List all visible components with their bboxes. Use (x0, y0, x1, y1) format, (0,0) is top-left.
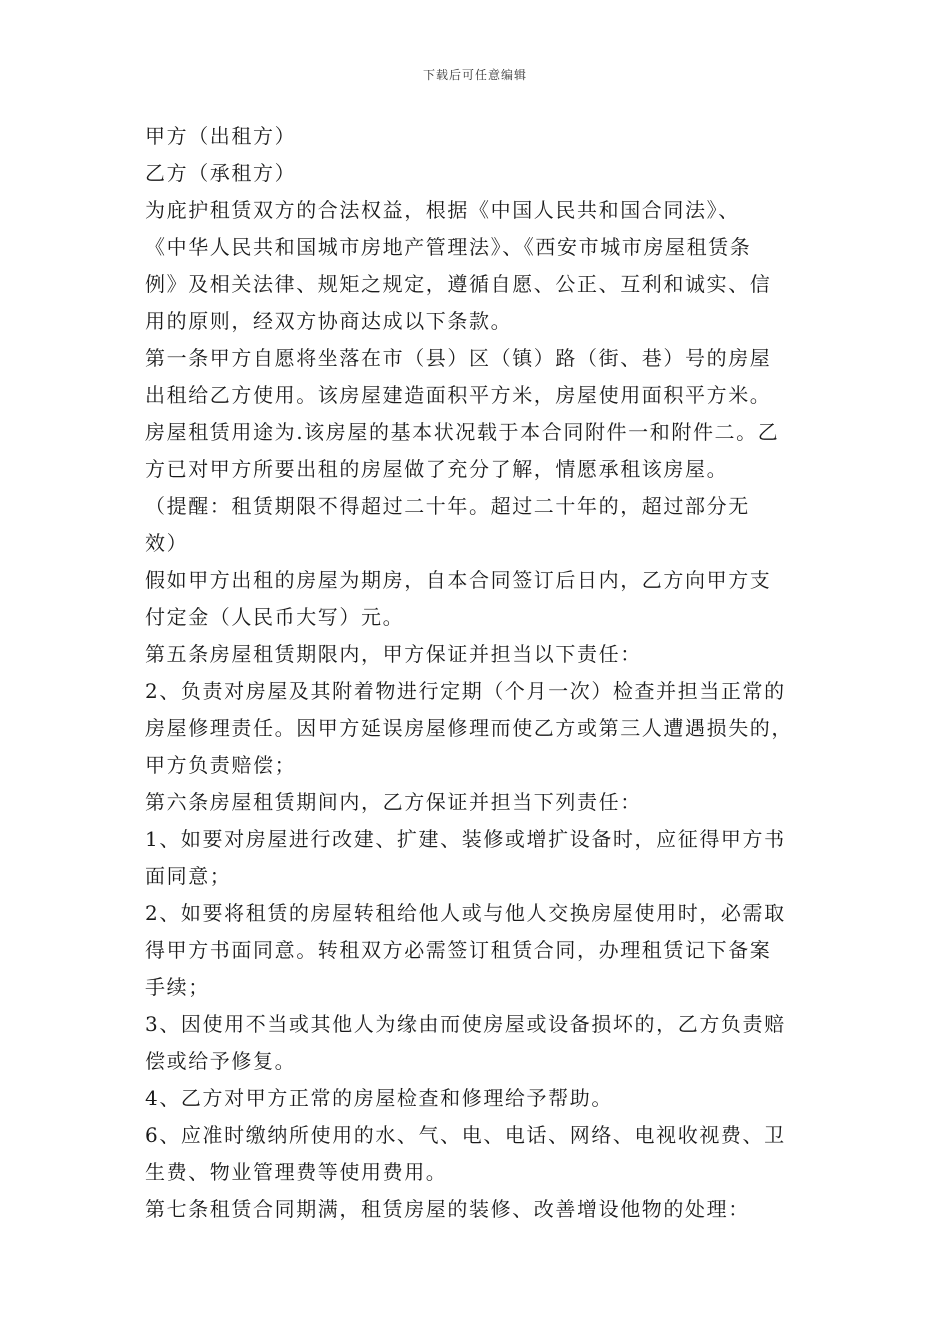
text-line: 2、如要将租赁的房屋转租给他人或与他人交换房屋使用时，必需取 (145, 901, 786, 925)
text-line: 生费、物业管理费等使用费用。 (145, 1160, 448, 1184)
text-line: 第五条房屋租赁期限内，甲方保证并担当以下责任： (145, 642, 642, 666)
text-line: 《中华人民共和国城市房地产管理法》、《西安市城市房屋租赁条 (145, 235, 752, 259)
text-line: 第七条租赁合同期满，租赁房屋的装修、改善增设他物的处理： (145, 1197, 750, 1221)
text-line: 第六条房屋租赁期间内，乙方保证并担当下列责任： (145, 790, 642, 814)
text-line: 付定金（人民币大写）元。 (145, 605, 405, 629)
text-line: （提醒：租赁期限不得超过二十年。超过二十年的，超过部分无 (145, 494, 750, 518)
text-line: 第一条甲方自愿将坐落在市（县）区（镇）路（街、巷）号的房屋 (145, 346, 772, 370)
page-header: 下载后可任意编辑 (422, 68, 527, 82)
document-body (145, 118, 835, 1228)
text-line: 例》及相关法律、规矩之规定，遵循自愿、公正、互利和诚实、信 (145, 272, 772, 296)
text-line: 假如甲方出租的房屋为期房，自本合同签订后日内，乙方向甲方支 (145, 568, 772, 592)
text-line: 为庇护租赁双方的合法权益，根据《中国人民共和国合同法》、 (145, 198, 740, 222)
text-line: 4、乙方对甲方正常的房屋检查和修理给予帮助。 (145, 1086, 613, 1110)
text-line: 3、因使用不当或其他人为缘由而使房屋或设备损坏的，乙方负责赔 (145, 1012, 786, 1036)
text-line: 偿或给予修复。 (145, 1049, 297, 1073)
text-line: 方已对甲方所要出租的房屋做了充分了解，情愿承租该房屋。 (145, 457, 729, 481)
text-line: 甲方负责赔偿； (145, 753, 297, 777)
text-line: 用的原则，经双方协商达成以下条款。 (145, 309, 513, 333)
text-line: 1、如要对房屋进行改建、扩建、装修或增扩设备时，应征得甲方书 (145, 827, 786, 851)
text-line: 2、负责对房屋及其附着物进行定期（个月一次）检查并担当正常的 (145, 679, 786, 703)
text-line: 乙方（承租方） (145, 161, 297, 185)
text-line: 6、应准时缴纳所使用的水、气、电、电话、网络、电视收视费、卫 (145, 1123, 786, 1147)
text-line: 房屋修理责任。因甲方延误房屋修理而使乙方或第三人遭遇损失的， (145, 716, 793, 740)
text-line: 面同意； (145, 864, 232, 888)
text-line: 手续； (145, 975, 210, 999)
text-line: 甲方（出租方） (145, 124, 297, 148)
text-line: 得甲方书面同意。转租双方必需签订租赁合同，办理租赁记下备案 (145, 938, 772, 962)
text-line: 出租给乙方使用。该房屋建造面积平方米，房屋使用面积平方米。 (145, 383, 772, 407)
text-line: 效） (145, 531, 189, 555)
text-line: 房屋租赁用途为.该房屋的基本状况载于本合同附件一和附件二。乙 (145, 420, 780, 444)
